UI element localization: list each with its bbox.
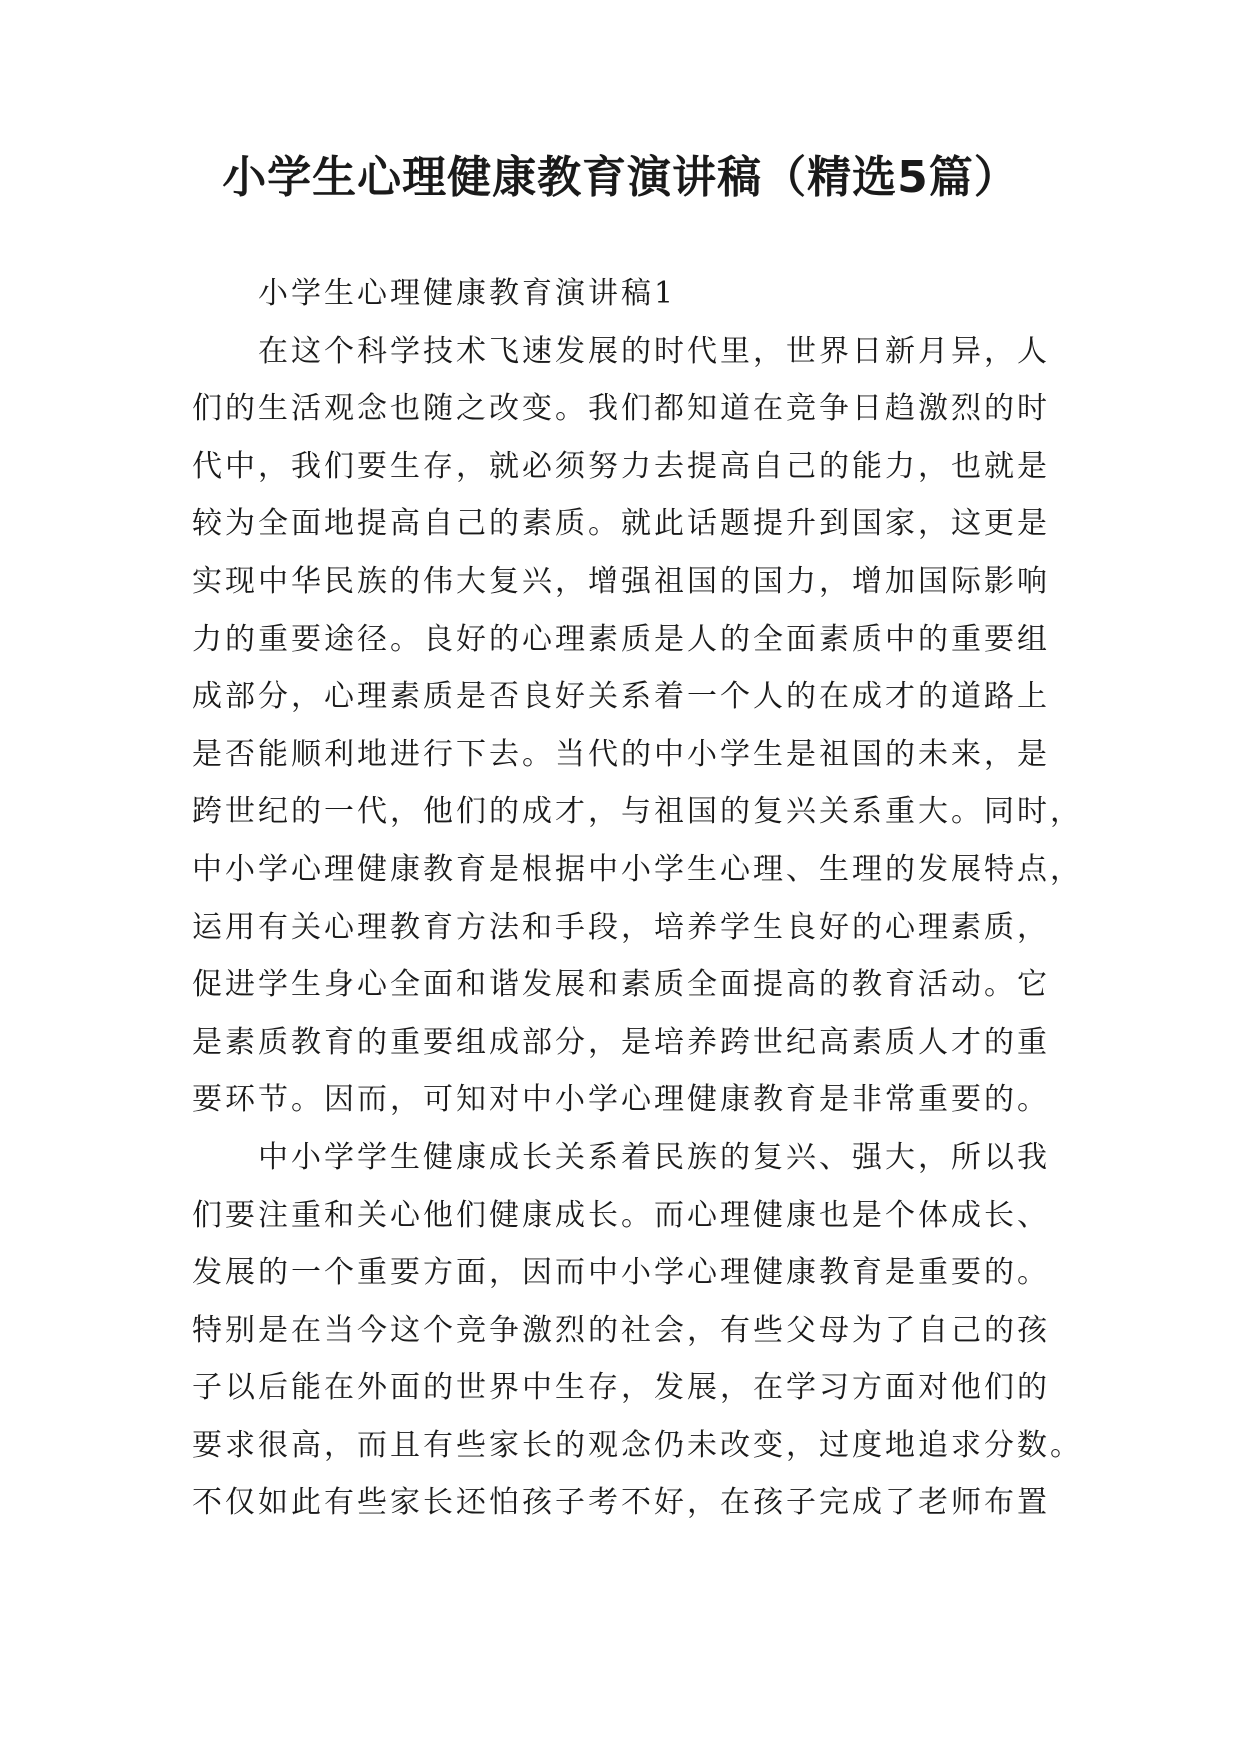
paragraph-line: 中小学心理健康教育是根据中小学生心理、生理的发展特点，: [192, 851, 1083, 887]
paragraph-line: 是否能顺利地进行下去。当代的中小学生是祖国的未来，是: [192, 736, 1050, 772]
paragraph-line: 要求很高，而且有些家长的观念仍未改变，过度地追求分数。: [192, 1427, 1083, 1463]
paragraph-line: 要环节。因而，可知对中小学心理健康教育是非常重要的。: [192, 1082, 1050, 1118]
document-body: [192, 265, 1083, 1532]
paragraph-line: 跨世纪的一代，他们的成才，与祖国的复兴关系重大。同时，: [192, 794, 1083, 830]
paragraph-line: 实现中华民族的伟大复兴，增强祖国的国力，增加国际影响: [192, 563, 1050, 599]
paragraph-line: 是素质教育的重要组成部分，是培养跨世纪高素质人才的重: [192, 1024, 1050, 1060]
paragraph-line: 力的重要途径。良好的心理素质是人的全面素质中的重要组: [192, 621, 1050, 657]
paragraph-line: 成部分，心理素质是否良好关系着一个人的在成才的道路上: [192, 679, 1050, 715]
paragraph-line: 较为全面地提高自己的素质。就此话题提升到国家，这更是: [192, 506, 1050, 542]
paragraph-line: 不仅如此有些家长还怕孩子考不好，在孩子完成了老师布置: [192, 1485, 1050, 1521]
paragraph-line: 子以后能在外面的世界中生存，发展，在学习方面对他们的: [192, 1370, 1050, 1406]
paragraph-line: 发展的一个重要方面，因而中小学心理健康教育是重要的。: [192, 1255, 1050, 1291]
paragraph-line: 在这个科学技术飞速发展的时代里，世界日新月异，人: [258, 333, 1050, 369]
section-heading: 小学生心理健康教育演讲稿1: [258, 276, 677, 311]
paragraph-line: 代中，我们要生存，就必须努力去提高自己的能力，也就是: [192, 448, 1050, 484]
document-title: 小学生心理健康教育演讲稿（精选5篇）: [222, 152, 1019, 203]
paragraph-line: 特别是在当今这个竞争激烈的社会，有些父母为了自己的孩: [192, 1312, 1050, 1348]
paragraph-line: 们的生活观念也随之改变。我们都知道在竞争日趋激烈的时: [192, 391, 1050, 427]
paragraph-line: 们要注重和关心他们健康成长。而心理健康也是个体成长、: [192, 1197, 1050, 1233]
paragraph-line: 促进学生身心全面和谐发展和素质全面提高的教育活动。它: [192, 967, 1050, 1003]
paragraph-line: 中小学学生健康成长关系着民族的复兴、强大，所以我: [258, 1139, 1050, 1175]
paragraph-line: 运用有关心理教育方法和手段，培养学生良好的心理素质，: [192, 909, 1050, 945]
